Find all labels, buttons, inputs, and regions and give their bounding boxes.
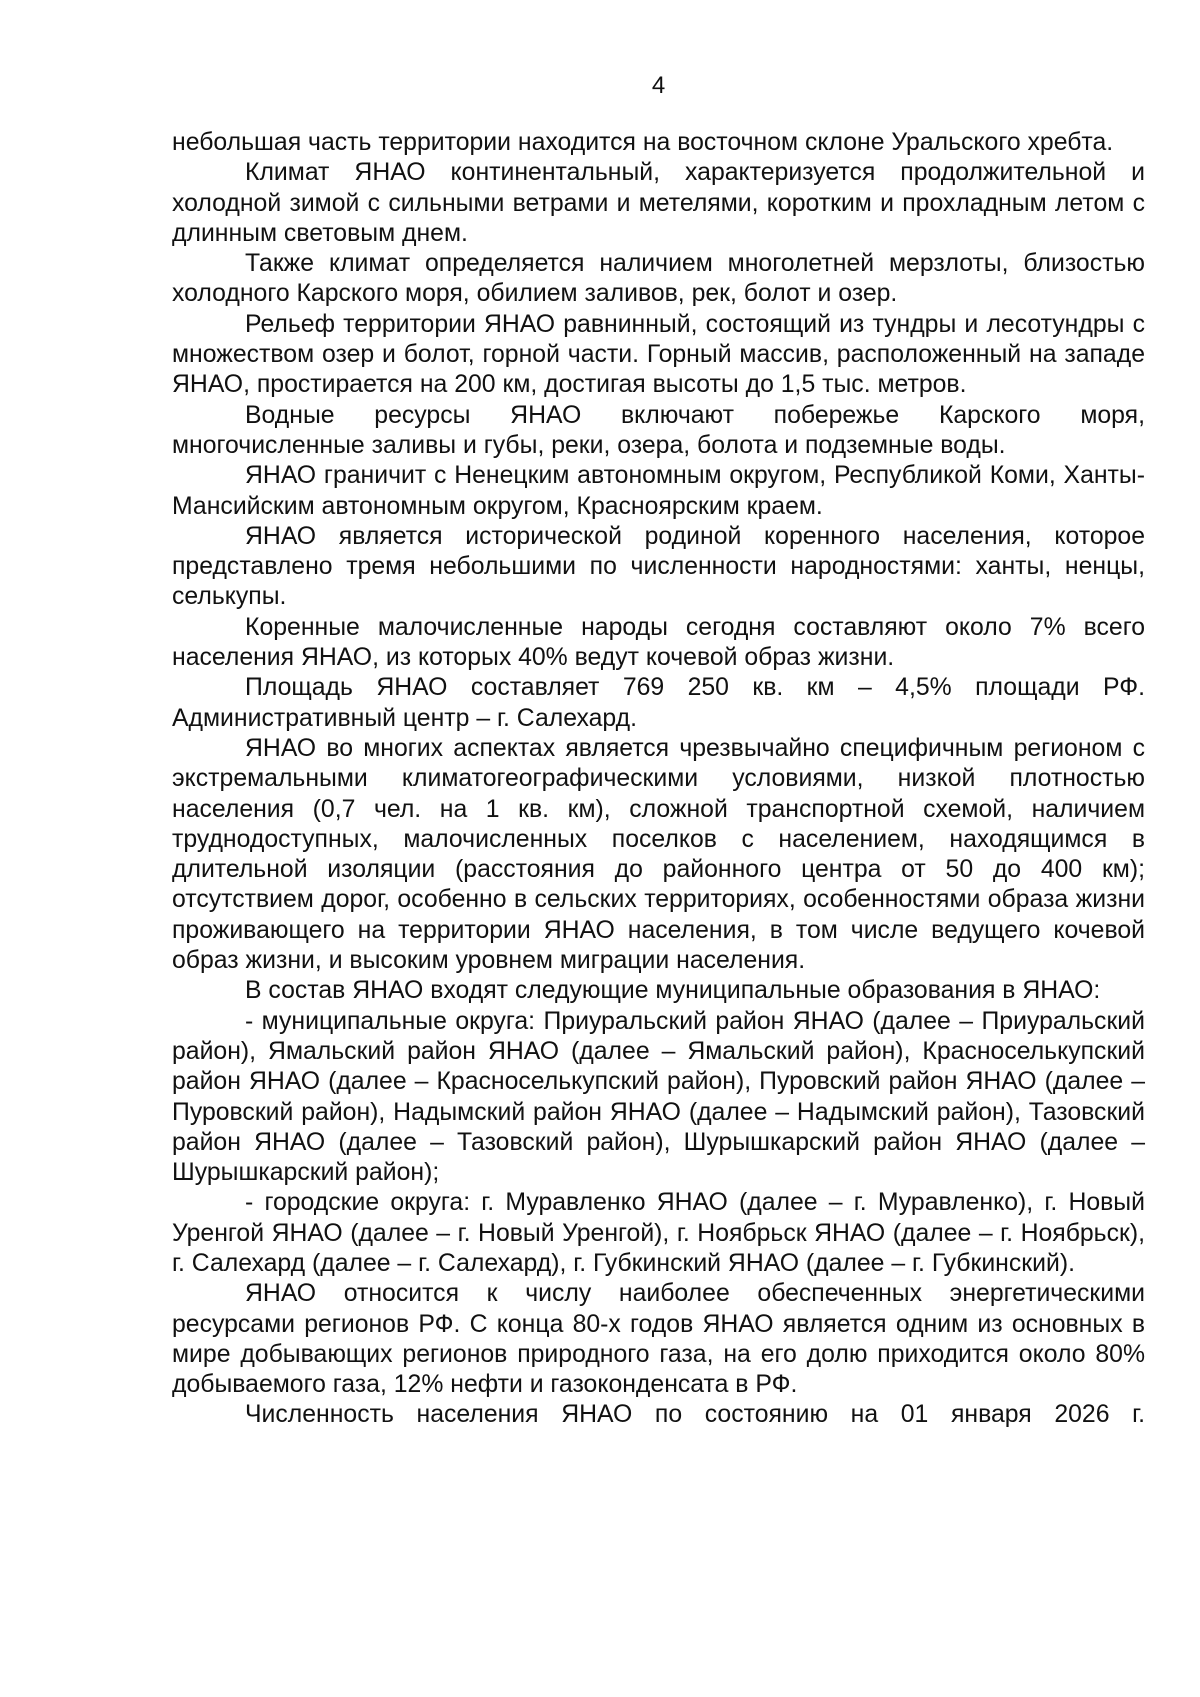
paragraph-12: ЯНАО относится к числу наиболее обеспеченных энергетическими ресурсами регионов РФ. С конца 80-х годов ЯНАО является одним из основных в мире добывающих регионов природного газа, на его долю приходится около 80% добываемого газа, 12% нефти и газоконденсата в РФ. (172, 1280, 1145, 1399)
paragraph-9: Площадь ЯНАО составляет 769 250 кв. км – 4,5% площади РФ. Административный центр – г. Салехард. (172, 674, 1145, 732)
paragraph-5: Водные ресурсы ЯНАО включают побережье Карского моря, многочисленные заливы и губы, реки, озера, болота и подземные воды. (172, 401, 1145, 459)
paragraph-4: Рельеф территории ЯНАО равнинный, состоящий из тундры и лесотундры с множеством озер и болот, горной части. Горный массив, расположенный на западе ЯНАО, простирается на 200 км, достигая высоты до 1,5 тыс. метров. (172, 310, 1145, 399)
page-number: 4 (651, 72, 666, 99)
paragraph-11: В состав ЯНАО входят следующие муниципальные образования в ЯНАО: (245, 977, 1101, 1005)
paragraph-8: Коренные малочисленные народы сегодня составляют около 7% всего населения ЯНАО, из которых 40% ведут кочевой образ жизни. (172, 613, 1145, 672)
paragraph-3: Также климат определяется наличием многолетней мерзлоты, близостью холодного Карского моря, обилием заливов, рек, болот и озер. (172, 250, 1145, 308)
paragraph-2: Климат ЯНАО континентальный, характеризуется продолжительной и холодной зимой с сильными ветрами и метелями, коротким и прохладным летом с длинным световым днем. (172, 159, 1145, 247)
paragraph-10: ЯНАО во многих аспектах является чрезвычайно специфичным регионом с экстремальными климатогеографическими условиями, низкой плотностью населения (0,7 чел. на 1 кв. км), сложной транспортной схемой, наличием труднодоступных, малочисленных поселков с населением, находящимся в длительной изоляции (расстояния до районного центра от 50 до 400 км); отсутствием дорог, особенно в сельских территориях, особенностями образа жизни проживающего на территории ЯНАО населения, в том числе ведущего кочевой образ жизни, и высоким уровнем миграции населения. (172, 734, 1145, 975)
list-item-urban-districts: - городские округа: г. Муравленко ЯНАО (далее – г. Муравленко), г. Новый Уренгой ЯНАО (далее – г. Новый Уренгой), г. Ноябрьск ЯНАО (далее – г. Ноябрьск), г. Салехард (далее – г. Салехард), г. Губкинский ЯНАО (далее – г. Губкинский). (172, 1189, 1145, 1277)
list-item-municipal-districts: - муниципальные округа: Приуральский район ЯНАО (далее – Приуральский район), Ямальский район ЯНАО (далее – Ямальский район), Красноселькупский район ЯНАО (далее – Красноселькупский район), Пуровский район ЯНАО (далее – Пуровский район), Надымский район ЯНАО (далее – Надымский район), Тазовский район ЯНАО (далее – Тазовский район), Шурышкарский район ЯНАО (далее – Шурышкарский район); (172, 1007, 1145, 1187)
paragraph-1: небольшая часть территории находится на восточном склоне Уральского хребта. (172, 129, 1114, 156)
paragraph-7: ЯНАО является исторической родиной коренного населения, которое представлено тремя небольшими по численности народностями: ханты, ненцы, селькупы. (172, 522, 1145, 611)
paragraph-13: Численность населения ЯНАО по состоянию на 01 января 2026 г. (245, 1401, 1145, 1429)
paragraph-6: ЯНАО граничит с Ненецким автономным округом, Республикой Коми, Ханты-Мансийским автономным округом, Красноярским краем. (172, 462, 1145, 520)
document-body (172, 128, 1145, 1431)
